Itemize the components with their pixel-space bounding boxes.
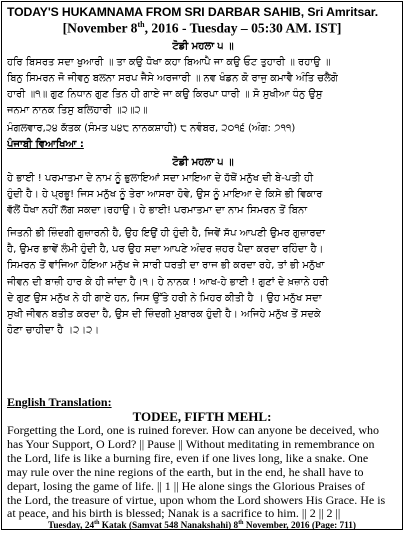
punjabi-line-5: ਹੈ, ਉਮਰ ਭਾਵੇਂ ਲੰਮੀ ਹੁੰਦੀ ਹੈ, ਪਰ ਉਹ ਸਦਾ ਆਪਣੇ ਅੰਦਰ ਜ਼ਹਰ ਪੈਦਾ ਕਰਦਾ ਰਹਿੰਦਾ ਹੈ। [7, 244, 324, 256]
punjabi-line-4: ਜਿਤਨੀ ਭੀ ਜ਼ਿੰਦਗੀ ਗੁਜ਼ਾਰਨੀ ਹੈ, ਉਹ ਇਉਂ ਹੀ ਹੁੰਦੀ ਹੈ, ਜਿਵੇਂ ਸੱਪ ਆਪਣੀ ਉਮਰ ਗੁਜ਼ਾਰਦਾ [7, 228, 326, 239]
english-translation-label: English Translation: [7, 395, 112, 409]
shabad-line-2: ਬਿਨੁ ਸਿਮਰਨ ਜੋ ਜੀਵਨੁ ਬਲਨਾ ਸਰਪ ਜੈਸੇ ਅਰਜਾਰੀ ॥ ਨਵ ਖੰਡਨ ਕੋ ਰਾਜੁ ਕਮਾਵੈ ਅੰਤਿ ਚਲੈਗੋ [7, 73, 338, 84]
english-heading: TODEE, FIFTH MEHL: [132, 409, 272, 424]
punjabi-paragraph [7, 226, 399, 339]
footer-middle: Katak (Samvat 548 Nanakshahi) 8 [99, 521, 239, 532]
punjabi-line-9: ਸੁਖੀ ਜੀਵਨ ਬਤੀਤ ਕਰਦਾ ਹੈ, ਉਸ ਦੀ ਜ਼ਿੰਦਗੀ ਮੁਬਾਰਕ ਹੁੰਦੀ ਹੈ। ਅਜਿਹੇ ਮਨੁੱਖ ਤੋਂ ਸਦਕੇ [7, 309, 321, 321]
english-paragraph [7, 424, 399, 521]
page-title: TODAY'S HUKAMNAMA FROM SRI DARBAR SAHIB, Sri Amritsar. [7, 5, 379, 19]
punjabi-line-8: ਦੇ ਗੁਣ ਉਸ ਮਨੁੱਖ ਨੇ ਹੀ ਗਾਏ ਹਨ, ਜਿਸ ਉੱਤੇ ਹਰੀ ਨੇ ਮਿਹਰ ਕੀਤੀ ਹੈ । ਉਹ ਮਨੁੱਖ ਸਦਾ [7, 292, 322, 304]
punjabi-heading: ਟੋਡੀ ਮਹਲਾ ੫ ॥ [172, 157, 234, 168]
english-line-5: depart, losing the game of life. || 1 || He alone sings the Glorious Praises of [7, 479, 365, 493]
punjabi-line-10: ਹੋਣਾ ਚਾਹੀਦਾ ਹੈ ।੨।੨। [7, 325, 100, 337]
punjabi-line-6: ਸਿਮਰਨ ਤੋਂ ਵਾਂਜਿਆ ਹੋਇਆ ਮਨੁੱਖ ਜੇ ਸਾਰੀ ਧਰਤੀ ਦਾ ਰਾਜ ਭੀ ਕਰਦਾ ਰਹੇ, ਤਾਂ ਭੀ ਮਨੁੱਖਾ [7, 260, 325, 272]
date-suffix: , 2016 - Tuesday – 05:30 AM. IST] [144, 20, 342, 36]
footer-date [2, 520, 402, 531]
date-header [2, 20, 402, 37]
date-superscript: th [137, 20, 145, 29]
english-line-1: Forgetting the Lord, one is ruined forever. How can anyone be deceived, who [7, 424, 379, 437]
punjabi-line-3: ਵੱਲੋਂ ਧੋਖਾ ਨਹੀਂ ਲੱਗ ਸਕਦਾ।ਰਹਾਉ। ਹੇ ਭਾਈ! ਪਰਮਾਤਮਾ ਦਾ ਨਾਮ ਸਿਮਰਨ ਤੋਂ ਬਿਨਾ [7, 205, 308, 216]
footer-suffix: November, 2016 (Page: 711) [243, 521, 357, 532]
punjabi-line-1: ਹੇ ਭਾਈ ! ਪਰਮਾਤਮਾ ਦੇ ਨਾਮ ਨੂੰ ਭੁਲਾਇਆਂ ਸਦਾ ਮਾਇਆ ਦੇ ਹੱਥੋਂ ਮਨੁੱਖ ਦੀ ਬੇ-ਪਤੀ ਹੀ [7, 173, 314, 184]
english-line-6: the Lord, the treasure of virtue, upon whom the Lord showers His Grace. He is [7, 493, 386, 507]
english-line-2: has Your Support, O Lord? || Pause || Without meditating in remembrance on [7, 437, 375, 451]
punjabi-translation-label: ਪੰਜਾਬੀ ਵਿਆਖਿਆ : [7, 139, 84, 150]
punjabi-line-2: ਹੁੰਦੀ ਹੈ। ਹੇ ਪ੍ਰਭੂ! ਜਿਸ ਮਨੁੱਖ ਨੂੰ ਤੇਰਾ ਆਸਰਾ ਹੋਵੇ, ਉਸ ਨੂੰ ਮਾਇਆ ਦੇ ਕਿਸੇ ਭੀ ਵਿਕਾਰ [7, 189, 323, 200]
shabad-line-3: ਹਾਰੀ ॥੧॥ ਗੁਣ ਨਿਧਾਨ ਗੁਣ ਤਿਨ ਹੀ ਗਾਏ ਜਾ ਕਉ ਕਿਰਪਾ ਧਾਰੀ ॥ ਸੋ ਸੁਖੀਆ ਧੰਨੁ ਉਸੁ [7, 89, 323, 100]
shabad-heading: ਟੋਡੀ ਮਹਲਾ ੫ ॥ [172, 41, 234, 52]
shabad-line-4: ਜਨਮਾ ਨਾਨਕ ਤਿਸੁ ਬਲਿਹਾਰੀ ॥੨॥੨॥ [7, 105, 148, 116]
punjabi-line-7: ਜੀਵਨ ਦੀ ਬਾਜ਼ੀ ਹਾਰ ਕੇ ਹੀ ਜਾਂਦਾ ਹੈ।੧। ਹੇ ਨਾਨਕ ! ਆਖ-ਹੇ ਭਾਈ ! ਗੁਣਾਂ ਦੇ ਖ਼ਜ਼ਾਨੇ ਹਰੀ [7, 276, 329, 288]
footer-sup-2: th [238, 520, 244, 526]
gurmukhi-date-line: ਮੰਗਲਵਾਰ,੨੪ ਕੱਤਕ (ਸੰਮਤ ੫੪੮ ਨਾਨਕਸ਼ਾਹੀ) ੮ ਨਵੰਬਰ, ੨੦੧੬ (ਅੰਗ: ੭੧੧) [7, 123, 296, 134]
english-line-7: at peace, and his birth is blessed; Nanak is a sacrifice to him. || 2 || 2 || [7, 507, 341, 521]
footer-prefix: Tuesday, 24 [47, 521, 95, 532]
shabad-line-1: ਹਰਿ ਬਿਸਰਤ ਸਦਾ ਖੁਆਰੀ ॥ ਤਾ ਕਉ ਧੋਖਾ ਕਹਾ ਬਿਆਪੈ ਜਾ ਕਉ ਓਟ ਤੁਹਾਰੀ ॥ ਰਹਾਉ ॥ [7, 57, 331, 68]
footer-sup-1: th [94, 520, 100, 526]
english-line-4: may rule over the nine regions of the earth, but in the end, he shall have to [7, 465, 364, 479]
english-line-3: the Lord, life is like a burning fire, even if one lives long, like a snake. One [7, 451, 369, 465]
hukamnama-card [1, 1, 403, 530]
date-prefix: [November 8 [62, 20, 138, 36]
